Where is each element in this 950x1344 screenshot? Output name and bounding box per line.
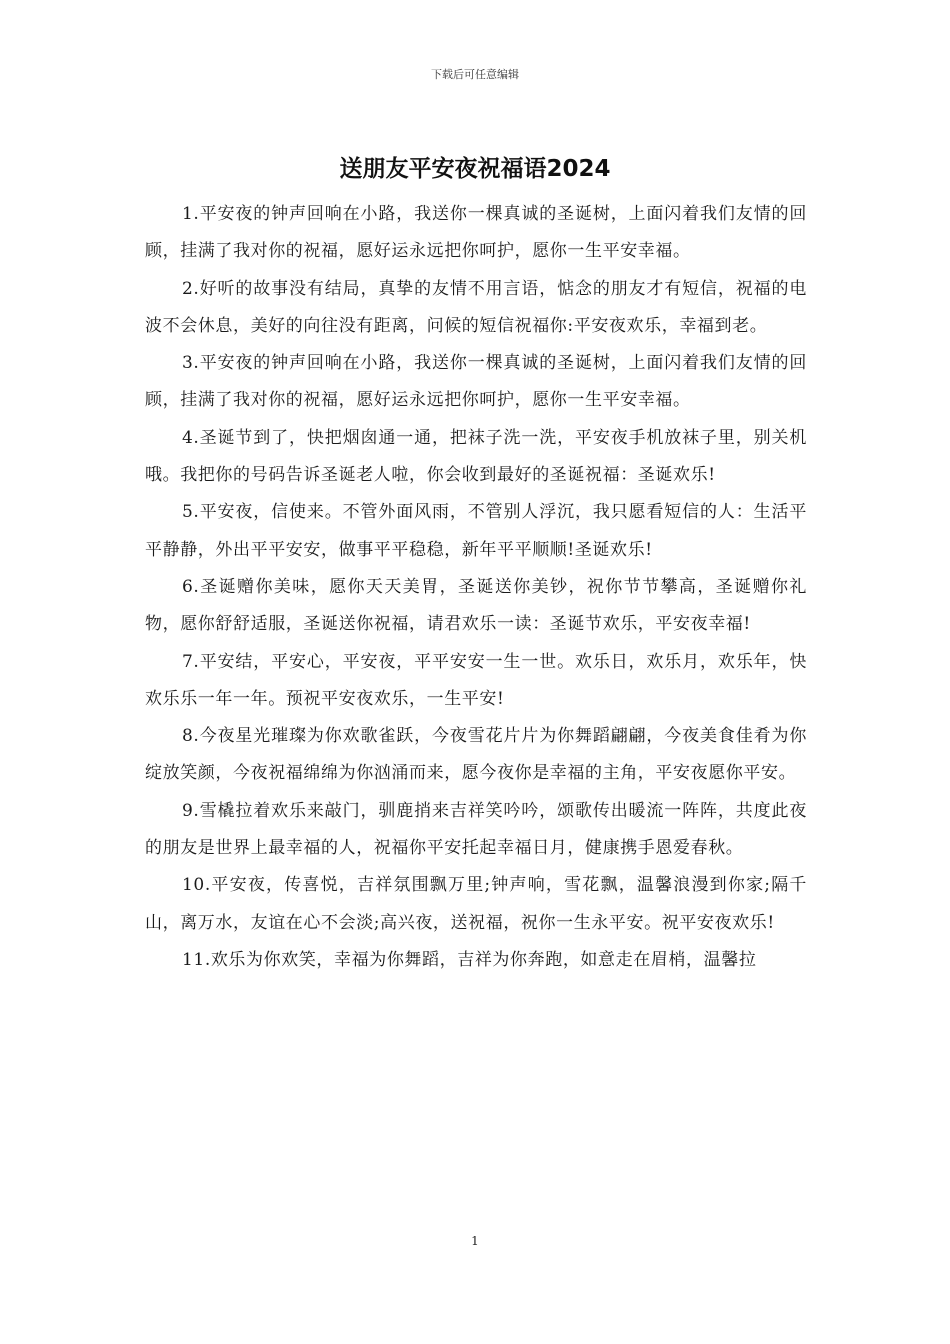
document-body (145, 196, 807, 979)
paragraph-10: 10.平安夜，传喜悦，吉祥氛围飘万里;钟声响，雪花飘，温馨浪漫到你家;隔千山，离万水，友谊在心不会淡;高兴夜，送祝福，祝你一生永平安。祝平安夜欢乐! (145, 875, 807, 933)
paragraph-8: 8.今夜星光璀璨为你欢歌雀跃，今夜雪花片片为你舞蹈翩翩，今夜美食佳肴为你绽放笑颜，今夜祝福绵绵为你汹涌而来，愿今夜你是幸福的主角，平安夜愿你平安。 (145, 726, 807, 784)
paragraph-3: 3.平安夜的钟声回响在小路，我送你一棵真诚的圣诞树，上面闪着我们友情的回顾，挂满了我对你的祝福，愿好运永远把你呵护，愿你一生平安幸福。 (145, 353, 807, 411)
document-title: 送朋友平安夜祝福语2024 (339, 156, 611, 182)
paragraph-4: 4.圣诞节到了，快把烟囱通一通，把袜子洗一洗，平安夜手机放袜子里，别关机哦。我把你的号码告诉圣诞老人啦，你会收到最好的圣诞祝福：圣诞欢乐! (145, 427, 807, 486)
paragraph-5: 5.平安夜，信使来。不管外面风雨，不管别人浮沉，我只愿看短信的人：生活平平静静，外出平平安安，做事平平稳稳，新年平平顺顺!圣诞欢乐! (145, 502, 807, 560)
header-note: 下载后可任意编辑 (431, 68, 519, 81)
paragraph-1: 1.平安夜的钟声回响在小路，我送你一棵真诚的圣诞树，上面闪着我们友情的回顾，挂满了我对你的祝福，愿好运永远把你呵护，愿你一生平安幸福。 (145, 204, 807, 262)
paragraph-2: 2.好听的故事没有结局，真挚的友情不用言语，惦念的朋友才有短信，祝福的电波不会休息，美好的向往没有距离，问候的短信祝福你:平安夜欢乐，幸福到老。 (145, 278, 807, 336)
page-number: 1 (471, 1234, 479, 1248)
paragraph-9: 9.雪橇拉着欢乐来敲门，驯鹿捎来吉祥笑吟吟，颂歌传出暖流一阵阵，共度此夜的朋友是世界上最幸福的人，祝福你平安托起幸福日月，健康携手恩爱春秋。 (145, 800, 807, 859)
paragraph-11: 11.欢乐为你欢笑，幸福为你舞蹈，吉祥为你奔跑，如意走在眉梢，温馨拉 (182, 949, 757, 970)
paragraph-6: 6.圣诞赠你美味，愿你天天美胃，圣诞送你美钞，祝你节节攀高，圣诞赠你礼物，愿你舒舒适服，圣诞送你祝福，请君欢乐一读：圣诞节欢乐，平安夜幸福! (145, 576, 807, 635)
paragraph-7: 7.平安结，平安心，平安夜，平平安安一生一世。欢乐日，欢乐月，欢乐年，快欢乐乐一年一年。预祝平安夜欢乐，一生平安! (145, 651, 807, 709)
